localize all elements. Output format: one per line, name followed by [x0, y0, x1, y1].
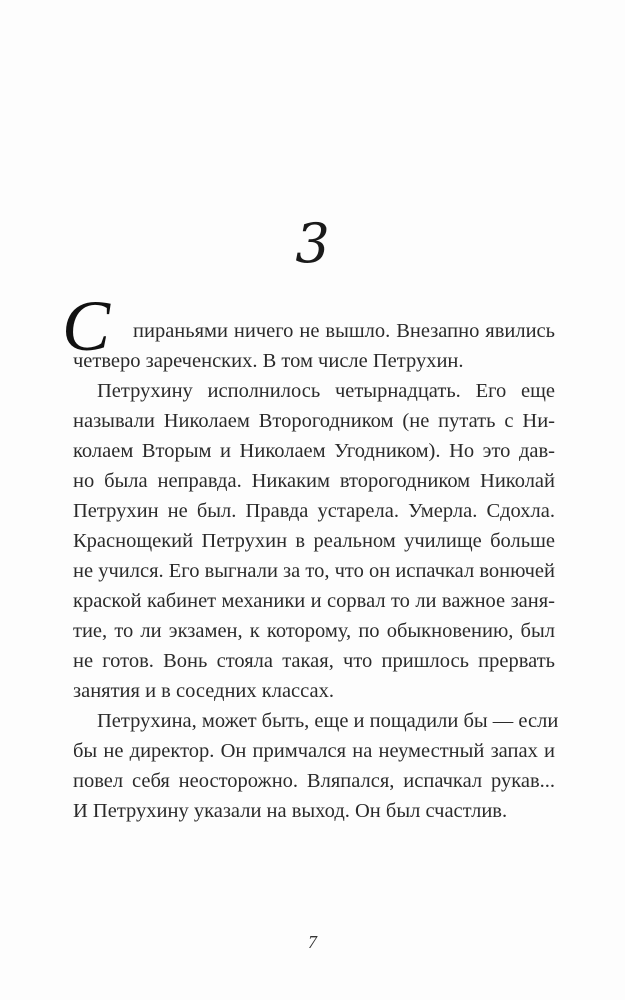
- text-line: Петрухину исполнилось четырнадцать. Его еще: [97, 380, 555, 402]
- page-number: 7: [308, 932, 317, 952]
- text-line: тие, то ли экзамен, к которому, по обыкновению, был: [73, 620, 555, 642]
- text-line: бы не директор. Он примчался на неуместный запах и: [73, 740, 555, 762]
- text-line: колаем Вторым и Николаем Угодником). Но это дав-: [73, 440, 555, 462]
- text-line: И Петрухину указали на выход. Он был счастлив.: [73, 800, 508, 822]
- text-line: Краснощекий Петрухин в реальном училище больше: [73, 530, 555, 552]
- drop-cap: С: [62, 286, 111, 366]
- text-line: повел себя неосторожно. Вляпался, испачкал рукав...: [73, 770, 555, 792]
- text-line: краской кабинет механики и сорвал то ли важное заня-: [73, 590, 555, 612]
- text-line: Петрухин не был. Правда устарела. Умерла. Сдохла.: [73, 500, 555, 522]
- text-line: не готов. Вонь стояла такая, что пришлось прервать: [73, 650, 555, 672]
- text-line: не учился. Его выгнали за то, что он испачкал вонючей: [73, 560, 555, 582]
- chapter-number: 3: [295, 212, 330, 275]
- text-line: четверо зареченских. В том числе Петрухин.: [73, 350, 464, 372]
- text-line: Петрухина, может быть, еще и пощадили бы — если: [97, 710, 559, 732]
- text-line: пираньями ничего не вышло. Внезапно явились: [133, 320, 555, 342]
- text-line: занятия и в соседних классах.: [73, 680, 334, 702]
- text-line: но была неправда. Никаким второгодником Николай: [73, 470, 555, 492]
- text-line: называли Николаем Второгодником (не путать с Ни-: [73, 410, 555, 432]
